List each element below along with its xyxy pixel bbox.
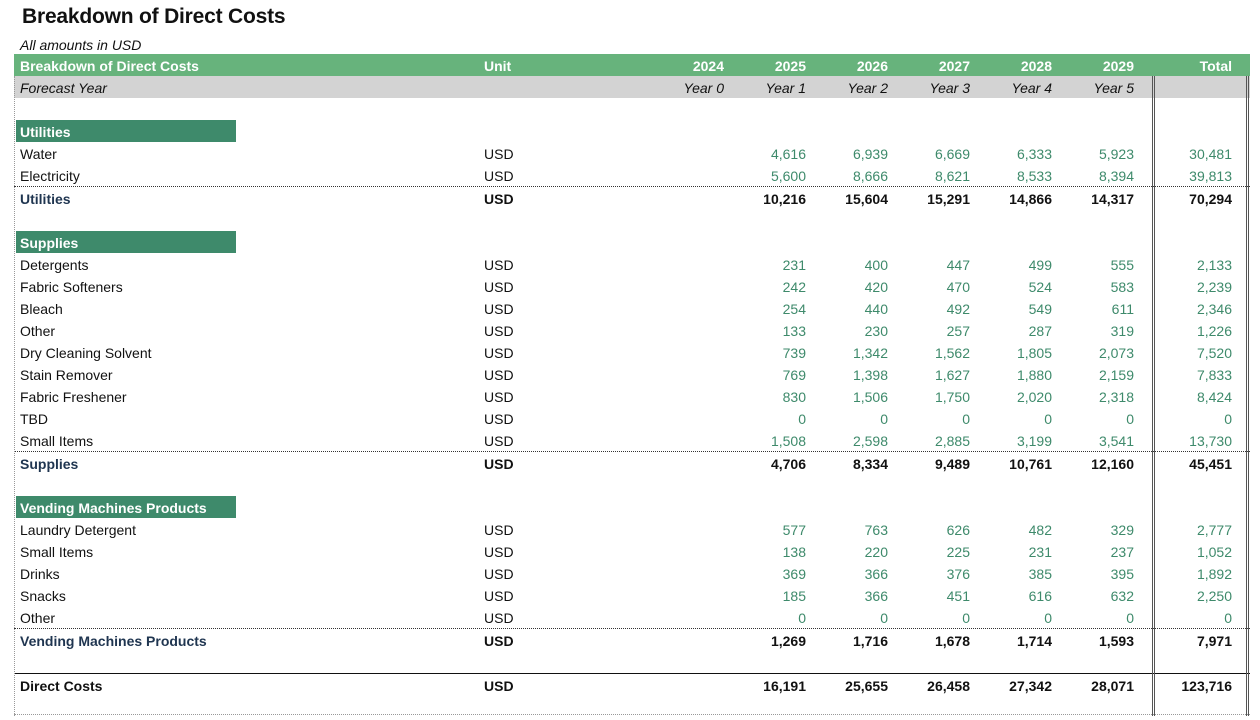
row-total: 2,239 xyxy=(1196,279,1232,295)
row-value: 2,159 xyxy=(1098,367,1134,383)
row-value xyxy=(644,452,724,474)
line-item-row xyxy=(14,518,1250,540)
row-total: 1,892 xyxy=(1196,566,1232,582)
row-total: 30,481 xyxy=(1189,146,1232,162)
row-label: Other xyxy=(20,323,56,339)
row-total: 1,226 xyxy=(1196,323,1232,339)
row-value: 420 xyxy=(864,279,888,295)
page-title: Breakdown of Direct Costs xyxy=(22,5,286,28)
row-value: 15,291 xyxy=(927,191,970,207)
row-value: 242 xyxy=(782,279,806,295)
row-value: 4,706 xyxy=(770,456,806,472)
row-value xyxy=(644,606,724,628)
row-value: 376 xyxy=(946,566,970,582)
row-value: 830 xyxy=(782,389,806,405)
row-value: 8,334 xyxy=(852,456,888,472)
row-total: 39,813 xyxy=(1189,168,1232,184)
row-value xyxy=(644,363,724,385)
line-item-row xyxy=(14,429,1250,451)
row-unit: USD xyxy=(484,610,514,626)
row-unit: USD xyxy=(484,433,514,449)
row-unit: USD xyxy=(484,301,514,317)
line-item-row xyxy=(14,540,1250,562)
row-value: 0 xyxy=(1044,411,1052,427)
row-value: 447 xyxy=(946,257,970,273)
table-body xyxy=(14,98,1250,696)
row-value: 1,880 xyxy=(1016,367,1052,383)
row-value: 0 xyxy=(1044,610,1052,626)
row-unit: USD xyxy=(484,367,514,383)
row-value xyxy=(644,187,724,209)
row-label: Fabric Softeners xyxy=(20,279,123,295)
forecast-label: Forecast Year xyxy=(20,80,107,96)
row-value: 499 xyxy=(1028,257,1052,273)
section-header xyxy=(14,120,1250,142)
row-value: 28,071 xyxy=(1091,678,1134,694)
spacer-row xyxy=(14,98,1250,120)
row-value: 254 xyxy=(782,301,806,317)
row-value: 1,342 xyxy=(852,345,888,361)
row-label: Detergents xyxy=(20,257,89,273)
row-value: 1,269 xyxy=(770,633,806,649)
spacer-row xyxy=(14,474,1250,496)
row-total: 2,346 xyxy=(1196,301,1232,317)
section-title: Utilities xyxy=(16,120,236,142)
row-unit: USD xyxy=(484,633,514,649)
line-item-row xyxy=(14,164,1250,186)
row-total: 2,133 xyxy=(1196,257,1232,273)
row-value: 8,394 xyxy=(1098,168,1134,184)
subtotal-row xyxy=(14,186,1250,209)
row-unit: USD xyxy=(484,191,514,207)
line-item-row xyxy=(14,142,1250,164)
row-label: TBD xyxy=(20,411,48,427)
row-value: 0 xyxy=(880,411,888,427)
row-unit: USD xyxy=(484,389,514,405)
row-unit: USD xyxy=(484,257,514,273)
header-label: Breakdown of Direct Costs xyxy=(20,58,199,74)
header-year-2027: 2027 xyxy=(938,58,970,74)
row-value: 0 xyxy=(880,610,888,626)
row-value: 1,714 xyxy=(1016,633,1052,649)
row-value: 555 xyxy=(1110,257,1134,273)
row-value: 329 xyxy=(1110,522,1134,538)
row-value: 26,458 xyxy=(927,678,970,694)
row-value: 319 xyxy=(1110,323,1134,339)
row-value: 2,073 xyxy=(1098,345,1134,361)
forecast-year-3: Year 3 xyxy=(929,80,970,96)
row-label: Vending Machines Products xyxy=(20,633,207,649)
row-label: Dry Cleaning Solvent xyxy=(20,345,152,361)
row-value: 6,333 xyxy=(1016,146,1052,162)
line-item-row xyxy=(14,385,1250,407)
row-total: 2,250 xyxy=(1196,588,1232,604)
row-value: 1,398 xyxy=(852,367,888,383)
row-unit: USD xyxy=(484,566,514,582)
row-value: 220 xyxy=(864,544,888,560)
row-value: 230 xyxy=(864,323,888,339)
row-value xyxy=(644,341,724,363)
row-total: 1,052 xyxy=(1196,544,1232,560)
total-column-left-border xyxy=(1152,76,1155,716)
row-value: 549 xyxy=(1028,301,1052,317)
row-value: 257 xyxy=(946,323,970,339)
row-unit: USD xyxy=(484,168,514,184)
row-value: 1,627 xyxy=(934,367,970,383)
subtotal-row xyxy=(14,628,1250,651)
row-value: 385 xyxy=(1028,566,1052,582)
row-value xyxy=(644,253,724,275)
row-value: 1,593 xyxy=(1098,633,1134,649)
forecast-year-0: Year 0 xyxy=(683,80,724,96)
row-value: 9,489 xyxy=(934,456,970,472)
row-value: 185 xyxy=(782,588,806,604)
section-header xyxy=(14,231,1250,253)
forecast-year-1: Year 1 xyxy=(765,80,806,96)
row-value xyxy=(644,562,724,584)
row-value: 138 xyxy=(782,544,806,560)
row-label: Snacks xyxy=(20,588,66,604)
row-total: 7,520 xyxy=(1196,345,1232,361)
row-value: 12,160 xyxy=(1091,456,1134,472)
row-value xyxy=(644,297,724,319)
row-value: 5,923 xyxy=(1098,146,1134,162)
row-value: 5,600 xyxy=(770,168,806,184)
header-year-2028: 2028 xyxy=(1020,58,1052,74)
row-value: 225 xyxy=(946,544,970,560)
row-value: 482 xyxy=(1028,522,1052,538)
row-value: 769 xyxy=(782,367,806,383)
row-value: 4,616 xyxy=(770,146,806,162)
table-header-row xyxy=(14,54,1250,76)
row-value: 16,191 xyxy=(763,678,806,694)
forecast-year-4: Year 4 xyxy=(1011,80,1052,96)
spacer-row xyxy=(14,651,1250,673)
spacer-row xyxy=(14,209,1250,231)
row-value: 616 xyxy=(1028,588,1052,604)
row-value: 8,666 xyxy=(852,168,888,184)
row-label: Stain Remover xyxy=(20,367,113,383)
row-value: 133 xyxy=(782,323,806,339)
row-value xyxy=(644,407,724,429)
row-value xyxy=(644,429,724,451)
row-value: 2,885 xyxy=(934,433,970,449)
row-unit: USD xyxy=(484,544,514,560)
row-label: Electricity xyxy=(20,168,80,184)
row-label: Laundry Detergent xyxy=(20,522,136,538)
header-unit: Unit xyxy=(484,58,512,74)
header-year-2026: 2026 xyxy=(856,58,888,74)
row-value xyxy=(644,275,724,297)
row-value: 231 xyxy=(1028,544,1052,560)
row-value: 237 xyxy=(1110,544,1134,560)
row-unit: USD xyxy=(484,588,514,604)
row-value: 611 xyxy=(1111,301,1134,317)
sheet-left-border xyxy=(14,76,15,716)
line-item-row xyxy=(14,319,1250,341)
row-value: 2,598 xyxy=(852,433,888,449)
row-value: 0 xyxy=(798,411,806,427)
row-value: 3,199 xyxy=(1016,433,1052,449)
row-value: 2,318 xyxy=(1098,389,1134,405)
row-unit: USD xyxy=(484,323,514,339)
row-value: 577 xyxy=(782,522,806,538)
row-value: 763 xyxy=(864,522,888,538)
row-label: Direct Costs xyxy=(20,678,103,694)
forecast-year-2: Year 2 xyxy=(847,80,888,96)
row-label: Water xyxy=(20,146,57,162)
forecast-year-5: Year 5 xyxy=(1093,80,1134,96)
total-column-right-border xyxy=(1246,76,1249,716)
row-value: 10,761 xyxy=(1009,456,1052,472)
row-value: 1,805 xyxy=(1016,345,1052,361)
row-value xyxy=(644,142,724,164)
row-label: Bleach xyxy=(20,301,63,317)
row-value: 739 xyxy=(782,345,806,361)
row-value: 366 xyxy=(864,566,888,582)
row-value: 6,939 xyxy=(852,146,888,162)
row-value xyxy=(644,629,724,651)
line-item-row xyxy=(14,253,1250,275)
row-value xyxy=(644,164,724,186)
row-unit: USD xyxy=(484,411,514,427)
row-label: Small Items xyxy=(20,544,94,560)
forecast-year-row xyxy=(14,76,1250,98)
row-label: Other xyxy=(20,610,56,626)
row-unit: USD xyxy=(484,146,514,162)
line-item-row xyxy=(14,363,1250,385)
row-value: 0 xyxy=(1126,610,1134,626)
section-header xyxy=(14,496,1250,518)
row-value: 626 xyxy=(946,522,970,538)
sheet-bottom-border xyxy=(14,714,1250,715)
row-value xyxy=(644,584,724,606)
row-total: 0 xyxy=(1224,610,1232,626)
row-total: 13,730 xyxy=(1189,433,1232,449)
row-value: 8,533 xyxy=(1016,168,1052,184)
row-value: 440 xyxy=(864,301,888,317)
row-value: 6,669 xyxy=(934,146,970,162)
row-total: 2,777 xyxy=(1196,522,1232,538)
row-value: 15,604 xyxy=(845,191,888,207)
direct-costs-table xyxy=(14,54,1250,696)
row-value: 0 xyxy=(798,610,806,626)
grand-total-row xyxy=(14,673,1250,696)
row-value: 470 xyxy=(946,279,970,295)
row-unit: USD xyxy=(484,678,514,694)
line-item-row xyxy=(14,297,1250,319)
row-unit: USD xyxy=(484,345,514,361)
row-value xyxy=(644,518,724,540)
row-value: 287 xyxy=(1028,323,1052,339)
header-year-2025: 2025 xyxy=(774,58,806,74)
row-value: 10,216 xyxy=(763,191,806,207)
row-value xyxy=(644,385,724,407)
row-value xyxy=(644,674,724,696)
row-value: 400 xyxy=(864,257,888,273)
row-total: 7,833 xyxy=(1196,367,1232,383)
row-value: 1,750 xyxy=(934,389,970,405)
row-value xyxy=(644,319,724,341)
row-value: 0 xyxy=(1126,411,1134,427)
row-unit: USD xyxy=(484,279,514,295)
section-title: Supplies xyxy=(16,231,236,253)
row-value: 1,562 xyxy=(934,345,970,361)
row-value: 1,678 xyxy=(934,633,970,649)
section-title: Vending Machines Products xyxy=(16,496,236,518)
row-value xyxy=(644,540,724,562)
row-value: 0 xyxy=(962,411,970,427)
row-value: 583 xyxy=(1110,279,1134,295)
row-value: 25,655 xyxy=(845,678,888,694)
row-label: Drinks xyxy=(20,566,60,582)
row-value: 0 xyxy=(962,610,970,626)
row-total: 70,294 xyxy=(1189,191,1232,207)
line-item-row xyxy=(14,407,1250,429)
row-value: 231 xyxy=(782,257,806,273)
row-value: 1,508 xyxy=(770,433,806,449)
header-year-2024: 2024 xyxy=(692,58,724,74)
row-total: 7,971 xyxy=(1196,633,1232,649)
row-value: 395 xyxy=(1110,566,1134,582)
line-item-row xyxy=(14,562,1250,584)
row-label: Small Items xyxy=(20,433,94,449)
row-unit: USD xyxy=(484,456,514,472)
row-value: 524 xyxy=(1028,279,1052,295)
row-value: 1,506 xyxy=(852,389,888,405)
row-value: 8,621 xyxy=(934,168,970,184)
row-value: 366 xyxy=(864,588,888,604)
row-label: Supplies xyxy=(20,456,79,472)
row-value: 27,342 xyxy=(1009,678,1052,694)
header-total: Total xyxy=(1199,58,1232,74)
row-value: 14,866 xyxy=(1009,191,1052,207)
row-label: Utilities xyxy=(20,191,71,207)
row-total: 0 xyxy=(1224,411,1232,427)
row-value: 1,716 xyxy=(852,633,888,649)
page-subtitle: All amounts in USD xyxy=(20,37,142,53)
line-item-row xyxy=(14,606,1250,628)
row-value: 14,317 xyxy=(1091,191,1134,207)
row-value: 2,020 xyxy=(1016,389,1052,405)
row-label: Fabric Freshener xyxy=(20,389,127,405)
line-item-row xyxy=(14,275,1250,297)
row-value: 632 xyxy=(1110,588,1134,604)
row-value: 492 xyxy=(946,301,970,317)
row-total: 45,451 xyxy=(1189,456,1232,472)
row-value: 3,541 xyxy=(1098,433,1134,449)
line-item-row xyxy=(14,341,1250,363)
row-value: 369 xyxy=(782,566,806,582)
row-value: 451 xyxy=(946,588,970,604)
row-total: 123,716 xyxy=(1181,678,1232,694)
line-item-row xyxy=(14,584,1250,606)
header-year-2029: 2029 xyxy=(1102,58,1134,74)
subtotal-row xyxy=(14,451,1250,474)
row-unit: USD xyxy=(484,522,514,538)
row-total: 8,424 xyxy=(1196,389,1232,405)
